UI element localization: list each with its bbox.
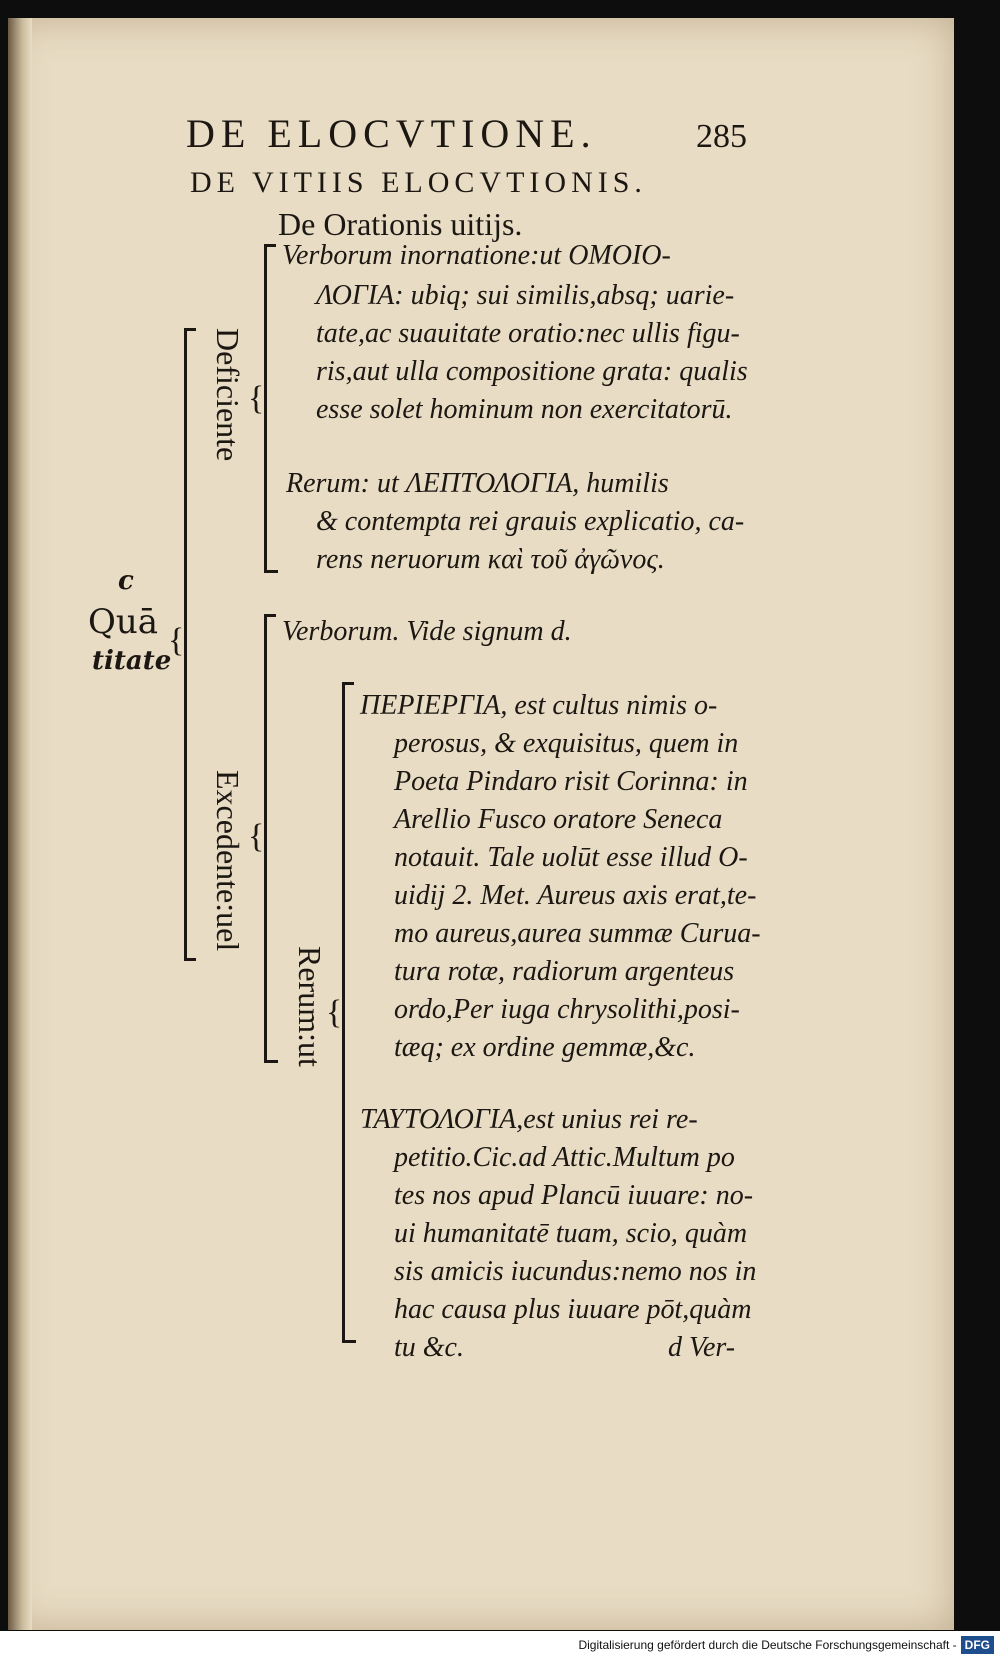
body-line: hac causa plus iuuare pōt,quàm	[394, 1294, 752, 1325]
body-line: petitio.Cic.ad Attic.Multum po	[394, 1142, 735, 1173]
bracket-point: {	[248, 380, 265, 417]
body-line: Verborum inornatione:ut ΟΜΟΙΟ-	[282, 240, 671, 271]
body-line: ΠΕΡΙΕΡΓΙΑ, est cultus nimis o-	[360, 690, 718, 721]
body-line: tura rotæ, radiorum argenteus	[394, 956, 735, 987]
bracket-point: {	[248, 818, 265, 855]
bracket-point: {	[168, 622, 185, 659]
footer-bar	[0, 1631, 1000, 1659]
bracket-tick	[264, 244, 276, 247]
excedente-bracket	[264, 614, 267, 1062]
bracket-tick	[264, 1060, 278, 1063]
deficiente-bracket	[264, 244, 267, 572]
catchword: d Ver-	[668, 1332, 736, 1363]
body-line: esse solet hominum non exercitatorū.	[316, 394, 733, 425]
body-line: ordo,Per iuga chrysolithi,posi-	[394, 994, 740, 1025]
footer-credit: Digitalisierung gefördert durch die Deutsche Forschungsgemeinschaft -	[578, 1638, 957, 1652]
book-page	[8, 18, 954, 1630]
rerum-bracket	[342, 682, 345, 1342]
body-line: & contempta rei grauis explicatio, ca-	[316, 506, 745, 537]
body-line: tæq; ex ordine gemmæ,&c.	[394, 1032, 696, 1063]
page-gutter	[8, 18, 32, 1630]
rerum-ut-label: Rerum:ut	[292, 946, 328, 1067]
body-line: Poeta Pindaro risit Corinna: in	[394, 766, 748, 797]
body-line: Rerum: ut ΛΕΠΤΟΛΟΓΙΑ, humilis	[286, 468, 669, 499]
body-line: ris,aut ulla compositione grata: qualis	[316, 356, 748, 387]
bracket-tick	[342, 682, 354, 685]
outer-bracket	[184, 328, 187, 960]
section-title: DE VITIIS ELOCVTIONIS.	[190, 166, 647, 199]
body-line: perosus, & exquisitus, quem in	[394, 728, 739, 759]
body-line: rens neruorum καὶ τοῦ ἀγῶνος.	[316, 544, 665, 575]
running-title: DE ELOCVTIONE.	[186, 111, 597, 156]
body-line: ΤΑΥΤΟΛΟΓΙΑ,est unius rei re-	[360, 1104, 698, 1135]
quantitate-label: Quā	[88, 602, 159, 642]
body-line: tu &c.	[394, 1332, 464, 1363]
deficiente-label: Deficiente	[210, 328, 246, 462]
body-line: uidij 2. Met. Aureus axis erat,te-	[394, 880, 757, 911]
bracket-tick	[184, 328, 196, 331]
bracket-point: {	[326, 994, 343, 1031]
page-number: 285	[696, 118, 747, 155]
body-line: sis amicis iucundus:nemo nos in	[394, 1256, 757, 1287]
body-line: ΛΟΓΙΑ: ubiq; sui similis,absq; uarie-	[316, 280, 735, 311]
body-line: notauit. Tale uolūt esse illud O-	[394, 842, 748, 873]
subtitle: De Orationis uitijs.	[278, 206, 523, 242]
bracket-tick	[342, 1340, 356, 1343]
dfg-logo: DFG	[961, 1636, 994, 1654]
body-line: ui humanitatē tuam, scio, quàm	[394, 1218, 748, 1249]
body-line: Arellio Fusco oratore Seneca	[394, 804, 723, 835]
body-line: tate,ac suauitate oratio:nec ullis figu-	[316, 318, 740, 349]
quantitate-label-end: titate	[92, 646, 172, 676]
bracket-tick	[184, 958, 196, 961]
body-line: mo aureus,aurea summæ Curua-	[394, 918, 761, 949]
bracket-tick	[264, 614, 276, 617]
marginal-letter: c	[118, 566, 134, 596]
body-line: Verborum. Vide signum d.	[282, 616, 572, 647]
bracket-tick	[264, 570, 278, 573]
body-line: tes nos apud Plancū iuuare: no-	[394, 1180, 754, 1211]
excedente-label: Excedente:uel	[210, 770, 246, 952]
